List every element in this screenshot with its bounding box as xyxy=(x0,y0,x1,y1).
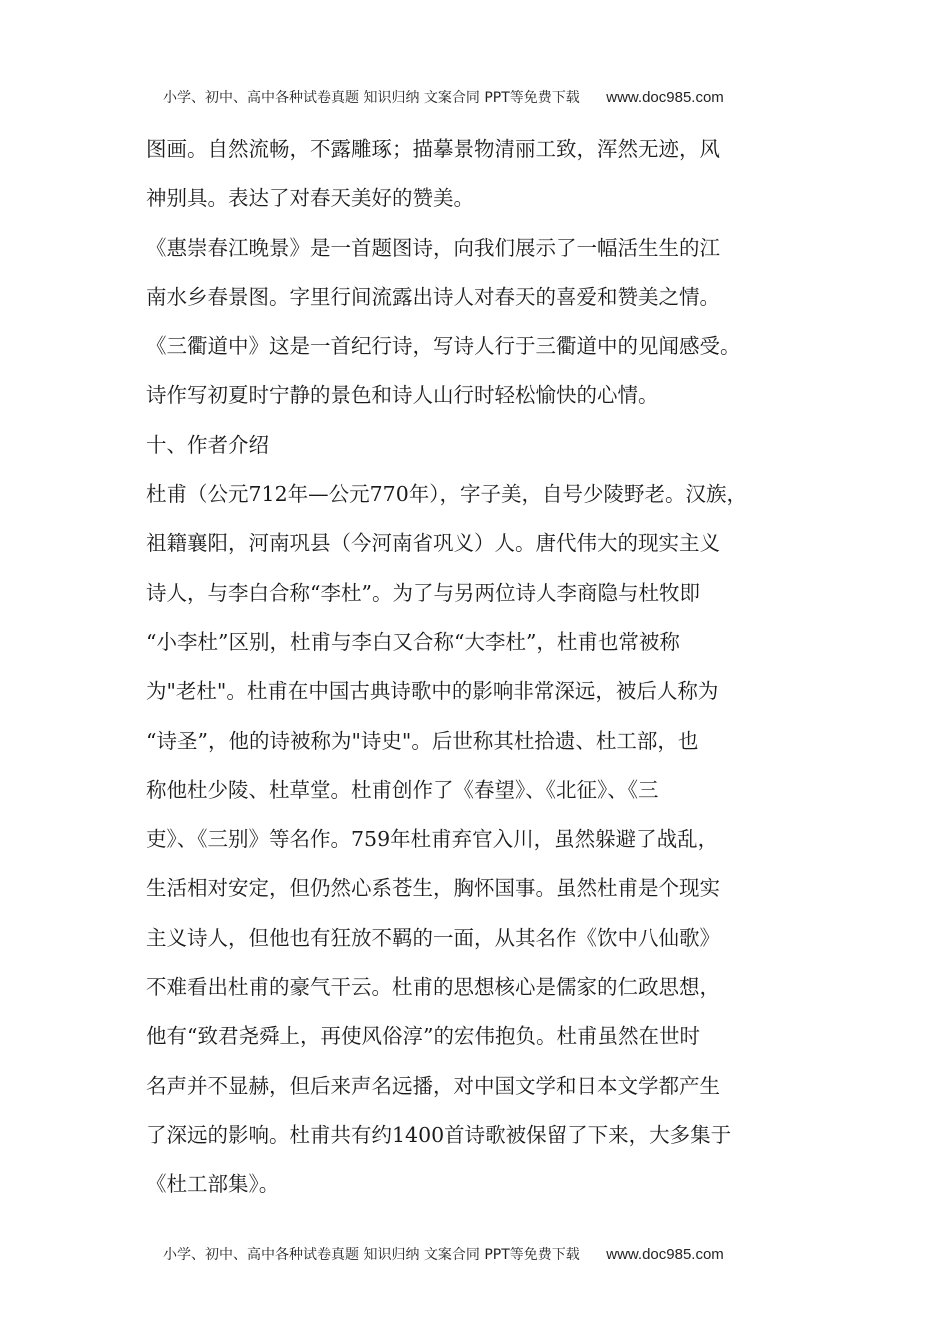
body-line: 不难看出杜甫的豪气干云。杜甫的思想核心是儒家的仁政思想， xyxy=(146,975,720,1000)
body-line: 杜甫（公元712年—公元770年），字子美，自号少陵野老。汉族， xyxy=(146,482,748,507)
body-line: 《惠崇春江晚景》是一首题图诗，向我们展示了一幅活生生的江 xyxy=(146,235,720,260)
body-line: “诗圣”，他的诗被称为"诗史"。后世称其杜拾遗、杜工部，也 xyxy=(146,728,699,753)
body-line: 南水乡春景图。字里行间流露出诗人对春天的喜爱和赞美之情。 xyxy=(146,284,720,309)
body-line: 主义诗人，但他也有狂放不羁的一面，从其名作《饮中八仙歌》 xyxy=(146,925,720,950)
footer-text: 小学、初中、高中各种试卷真题 知识归纳 文案合同 PPT等免费下载 xyxy=(163,1247,580,1263)
body-line: 神别具。表达了对春天美好的赞美。 xyxy=(146,186,474,211)
body-line: 称他杜少陵、杜草堂。杜甫创作了《春望》、《北征》、《三 xyxy=(146,777,659,802)
body-line: 诗人，与李白合称“李杜”。为了与另两位诗人李商隐与杜牧即 xyxy=(146,580,700,605)
body-line: “小李杜”区别，杜甫与李白又合称“大李杜”，杜甫也常被称 xyxy=(146,629,680,654)
section-heading: 十、作者介绍 xyxy=(146,432,269,457)
header-url[interactable]: www.doc985.com xyxy=(606,89,724,106)
body-line: 祖籍襄阳，河南巩县（今河南省巩义）人。唐代伟大的现实主义 xyxy=(146,531,720,556)
body-text xyxy=(146,125,826,1210)
footer-url[interactable]: www.doc985.com xyxy=(606,1246,724,1263)
body-line: 为"老杜"。杜甫在中国古典诗歌中的影响非常深远，被后人称为 xyxy=(146,679,719,704)
header-text: 小学、初中、高中各种试卷真题 知识归纳 文案合同 PPT等免费下载 xyxy=(163,90,580,106)
body-line: 他有“致君尧舜上，再使风俗淳”的宏伟抱负。杜甫虽然在世时 xyxy=(146,1024,700,1049)
body-line: 《三衢道中》这是一首纪行诗，写诗人行于三衢道中的见闻感受。 xyxy=(146,334,741,359)
body-line: 名声并不显赫，但后来声名远播，对中国文学和日本文学都产生 xyxy=(146,1073,720,1098)
body-line: 《杜工部集》。 xyxy=(146,1172,280,1197)
page-header xyxy=(163,84,803,112)
body-line: 图画。自然流畅，不露雕琢；描摹景物清丽工致，浑然无迹，风 xyxy=(146,137,720,161)
body-line: 诗作写初夏时宁静的景色和诗人山行时轻松愉快的心情。 xyxy=(146,383,659,408)
page-footer xyxy=(163,1241,803,1269)
body-line: 吏》、《三别》等名作。759年杜甫弃官入川，虽然躲避了战乱， xyxy=(146,827,719,852)
body-line: 了深远的影响。杜甫共有约1400首诗歌被保留了下来，大多集于 xyxy=(146,1122,732,1147)
body-line: 生活相对安定，但仍然心系苍生，胸怀国事。虽然杜甫是个现实 xyxy=(146,876,720,901)
